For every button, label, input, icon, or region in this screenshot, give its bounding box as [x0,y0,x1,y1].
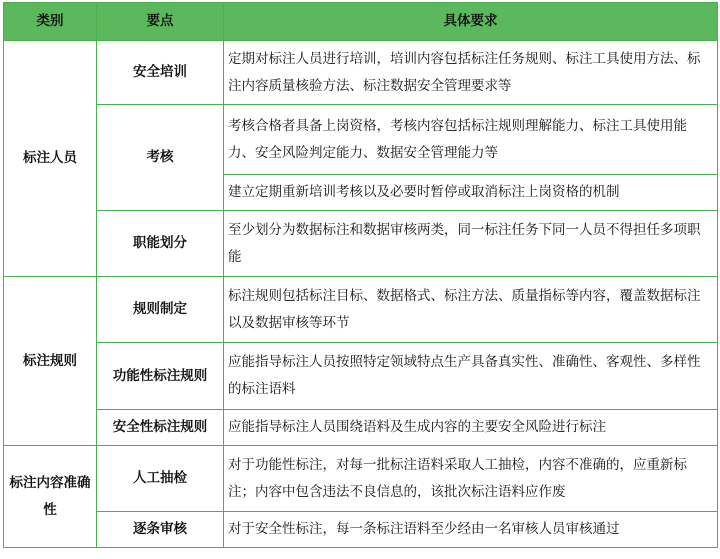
table-row [4,410,718,446]
table-row [4,343,718,410]
category-cell: 标注内容准确性 [4,446,97,548]
point-cell: 功能性标注规则 [97,343,224,410]
requirement-cell: 考核合格者具备上岗资格，考核内容包括标注规则理解能力、标注工具使用能力、安全风险判定能力、数据安全管理能力等 [224,105,718,175]
header-row [4,3,718,41]
category-cell: 标注人员 [4,41,97,277]
point-cell: 逐条审核 [97,512,224,548]
point-cell: 职能划分 [97,211,224,277]
table-row [4,105,718,175]
requirements-table [3,2,718,548]
point-cell: 安全性标注规则 [97,410,224,446]
requirement-cell: 至少划分为数据标注和数据审核两类，同一标注任务下同一人员不得担任多项职能 [224,211,718,277]
point-cell: 安全培训 [97,41,224,105]
table-row [4,277,718,343]
table-row [4,41,718,105]
point-cell: 规则制定 [97,277,224,343]
point-cell: 人工抽检 [97,446,224,512]
table-row [4,446,718,512]
point-cell: 考核 [97,105,224,211]
table-row [4,512,718,548]
category-cell: 标注规则 [4,277,97,446]
table-row [4,211,718,277]
requirement-cell: 对于功能性标注，对每一批标注语料采取人工抽检，内容不准确的，应重新标注；内容中包含违法不良信息的，该批次标注语料应作废 [224,446,718,512]
requirement-cell: 定期对标注人员进行培训，培训内容包括标注任务规则、标注工具使用方法、标注内容质量核验方法、标注数据安全管理要求等 [224,41,718,105]
requirement-cell: 应能指导标注人员围绕语料及生成内容的主要安全风险进行标注 [224,410,718,446]
requirement-cell: 标注规则包括标注目标、数据格式、标注方法、质量指标等内容，覆盖数据标注以及数据审核等环节 [224,277,718,343]
requirement-cell: 对于安全性标注，每一条标注语料至少经由一名审核人员审核通过 [224,512,718,548]
header-point: 要点 [97,3,224,41]
requirement-cell: 应能指导标注人员按照特定领域特点生产具备真实性、准确性、客观性、多样性的标注语料 [224,343,718,410]
header-requirement: 具体要求 [224,3,718,41]
header-category: 类别 [4,3,97,41]
requirement-cell: 建立定期重新培训考核以及必要时暂停或取消标注上岗资格的机制 [224,175,718,211]
